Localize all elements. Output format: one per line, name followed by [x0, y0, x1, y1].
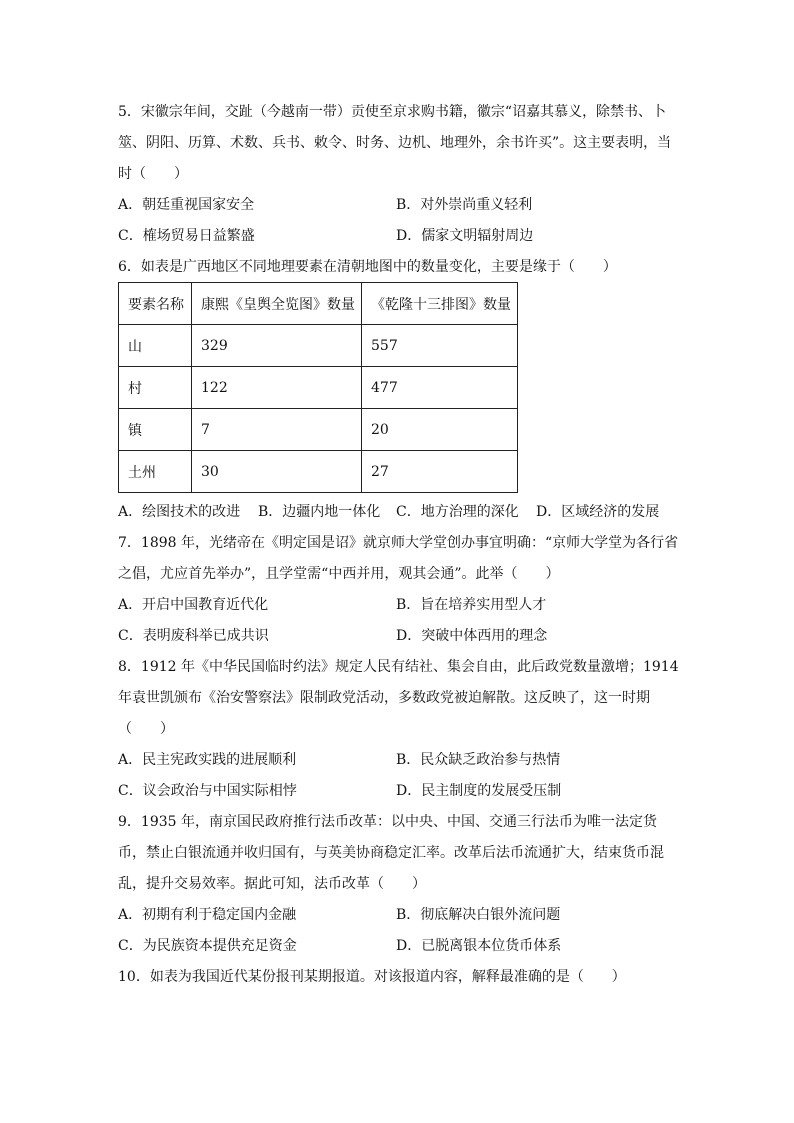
q5-option-c[interactable]: C．榷场贸易日益繁盛: [118, 228, 255, 244]
q8-option-a[interactable]: A．民主宪政实践的进展顺利: [118, 752, 297, 768]
table-header-cell: 要素名称: [119, 283, 192, 325]
q8-option-c[interactable]: C．议会政治与中国实际相悖: [118, 783, 297, 799]
table-cell: 27: [362, 451, 518, 493]
q7-option-a[interactable]: A．开启中国教育近代化: [118, 597, 269, 613]
q9-option-c[interactable]: C．为民族资本提供充足资金: [118, 938, 297, 954]
q7-stem-line-2: 之倡，尤应首先举办”，且学堂需“中西并用，观其会通”。此举（ ）: [118, 566, 560, 582]
table-cell: 20: [362, 409, 518, 451]
q6-option-c[interactable]: C．地方治理的深化: [396, 504, 519, 520]
table-cell: 镇: [119, 409, 192, 451]
table-cell: 土州: [119, 451, 192, 493]
q9-stem-line-2: 币，禁止白银流通并收归国有，与英美协商稳定汇率。改革后法币流通扩大，结束货币混: [118, 845, 664, 861]
q8-option-b[interactable]: B．民众缺乏政治参与热情: [396, 752, 561, 768]
q5-stem-line-2: 筮、阴阳、历算、术数、兵书、敕令、时务、边机、地理外，余书许买”。这主要表明，当: [118, 135, 672, 151]
q8-stem-line-2: 年袁世凯颁布《治安警察法》限制政党活动，多数政党被迫解散。这反映了，这一时期: [118, 690, 650, 706]
table-cell: 329: [192, 325, 362, 367]
table-cell: 村: [119, 367, 192, 409]
table-cell: 7: [192, 409, 362, 451]
q9-stem-line-3: 乱，提升交易效率。据此可知，法币改革（ ）: [118, 876, 426, 892]
q9-option-b[interactable]: B．彻底解决白银外流问题: [396, 907, 561, 923]
q7-stem-line-1: 7．1898 年，光绪帝在《明定国是诏》就京师大学堂创办事宜明确：“京师大学堂为各行省: [118, 535, 679, 551]
q7-option-c[interactable]: C．表明废科举已成共识: [118, 628, 269, 644]
table-row: [119, 325, 518, 367]
q8-stem-line-3: （ ）: [118, 721, 174, 737]
q6-option-d[interactable]: D．区域经济的发展: [536, 504, 660, 520]
q7-option-d[interactable]: D．突破中体西用的理念: [396, 628, 548, 644]
q5-stem-line-1: 5．宋徽宗年间，交趾（今越南一带）贡使至京求购书籍，徽宗“诏嘉其慕义，除禁书、卜: [118, 104, 667, 120]
table-cell: 557: [362, 325, 518, 367]
q6-option-b[interactable]: B．边疆内地一体化: [258, 504, 381, 520]
table-cell: 山: [119, 325, 192, 367]
table-header-cell: 《乾隆十三排图》数量: [362, 283, 518, 325]
table-cell: 122: [192, 367, 362, 409]
table-row: [119, 367, 518, 409]
table-cell: 30: [192, 451, 362, 493]
q5-option-a[interactable]: A．朝廷重视国家安全: [118, 197, 255, 213]
q6-stem: 6．如表是广西地区不同地理要素在清朝地图中的数量变化，主要是缘于（ ）: [118, 259, 617, 275]
table-row: [119, 451, 518, 493]
q5-stem-line-3: 时（ ）: [118, 166, 188, 182]
q8-stem-line-1: 8．1912 年《中华民国临时约法》规定人民有结社、集会自由，此后政党数量激增；1914: [118, 659, 679, 675]
q10-stem: 10．如表为我国近代某份报刊某期报道。对该报道内容，解释最准确的是（ ）: [118, 969, 626, 985]
q9-option-a[interactable]: A．初期有利于稳定国内金融: [118, 907, 297, 923]
table-row: [119, 409, 518, 451]
q9-stem-line-1: 9．1935 年，南京国民政府推行法币改革：以中央、中国、交通三行法币为唯一法定货: [118, 814, 657, 830]
q6-table: [118, 282, 518, 493]
table-cell: 477: [362, 367, 518, 409]
q8-option-d[interactable]: D．民主制度的发展受压制: [396, 783, 562, 799]
q5-option-b[interactable]: B．对外崇尚重义轻利: [396, 197, 533, 213]
q6-option-a[interactable]: A．绘图技术的改进: [118, 504, 241, 520]
q9-option-d[interactable]: D．已脱离银本位货币体系: [396, 938, 562, 954]
q7-option-b[interactable]: B．旨在培养实用型人才: [396, 597, 547, 613]
q5-option-d[interactable]: D．儒家文明辐射周边: [396, 228, 534, 244]
table-header-cell: 康熙《皇舆全览图》数量: [192, 283, 362, 325]
table-header-row: [119, 283, 518, 325]
